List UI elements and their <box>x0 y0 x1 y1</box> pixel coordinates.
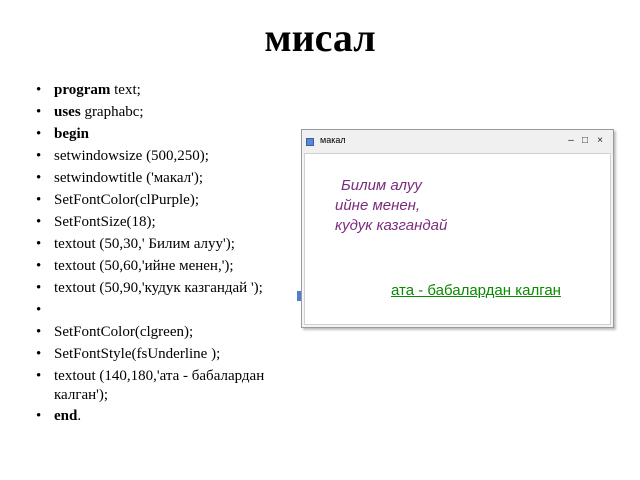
app-icon <box>306 138 314 146</box>
bullet-icon: • <box>36 280 42 296</box>
code-text: SetFontSize(18); <box>54 214 156 230</box>
bullet-icon: • <box>36 82 42 98</box>
code-line <box>34 343 284 365</box>
code-text: . <box>77 408 82 424</box>
purple-text-line: ийне менен, <box>335 197 421 214</box>
code-text: setwindowtitle ('макал'); <box>54 170 204 186</box>
purple-text-line: Билим алуу <box>341 177 422 194</box>
code-line-empty <box>34 299 284 321</box>
bullet-icon: • <box>36 170 42 186</box>
window-canvas <box>304 153 611 325</box>
code-line <box>34 211 284 233</box>
code-line <box>34 321 284 343</box>
code-line <box>34 277 284 299</box>
window-titlebar[interactable] <box>302 130 613 154</box>
bullet-icon: • <box>36 104 42 120</box>
code-keyword: end <box>54 408 78 424</box>
output-window <box>301 129 614 328</box>
code-listing <box>34 79 284 427</box>
code-line <box>34 79 284 101</box>
bullet-icon: • <box>36 346 42 362</box>
maximize-button[interactable]: □ <box>581 135 589 146</box>
code-keyword: uses <box>54 104 81 120</box>
bullet-icon: • <box>36 126 42 142</box>
code-text: textout (140,180,'ата - бабалардан калган'); <box>54 368 265 403</box>
bullet-icon: • <box>36 302 42 318</box>
code-text: setwindowsize (500,250); <box>54 148 209 164</box>
bullet-icon: • <box>36 368 42 384</box>
code-text: SetFontColor(clPurple); <box>54 192 199 208</box>
bullet-icon: • <box>36 148 42 164</box>
window-title: макал <box>320 135 346 145</box>
code-line <box>34 145 284 167</box>
code-text: SetFontColor(clgreen); <box>54 324 194 340</box>
code-line <box>34 367 284 405</box>
code-text: textout (50,60,'ийне менен,'); <box>54 258 234 274</box>
code-keyword: begin <box>54 126 90 142</box>
code-line <box>34 123 284 145</box>
bullet-icon: • <box>36 408 42 424</box>
green-underlined-text: ата - бабалардан калган <box>391 282 561 299</box>
code-line <box>34 233 284 255</box>
bullet-icon: • <box>36 192 42 208</box>
purple-text-line: кудук казгандай <box>335 217 448 234</box>
bullet-icon: • <box>36 258 42 274</box>
code-text: textout (50,90,'кудук казгандай '); <box>54 280 263 296</box>
code-text: textout (50,30,' Билим алуу'); <box>54 236 235 252</box>
code-text: text; <box>110 82 141 98</box>
code-keyword: program <box>54 82 111 98</box>
bullet-icon: • <box>36 324 42 340</box>
bullet-icon: • <box>36 214 42 230</box>
code-text: SetFontStyle(fsUnderline ); <box>54 346 221 362</box>
code-line <box>34 189 284 211</box>
close-button[interactable]: × <box>597 135 603 146</box>
code-text: graphabc; <box>80 104 144 120</box>
code-line <box>34 405 284 427</box>
minimize-button[interactable]: – <box>568 135 574 146</box>
code-line <box>34 255 284 277</box>
bullet-icon: • <box>36 236 42 252</box>
code-line <box>34 101 284 123</box>
slide-title: мисал <box>264 15 376 60</box>
code-line <box>34 167 284 189</box>
